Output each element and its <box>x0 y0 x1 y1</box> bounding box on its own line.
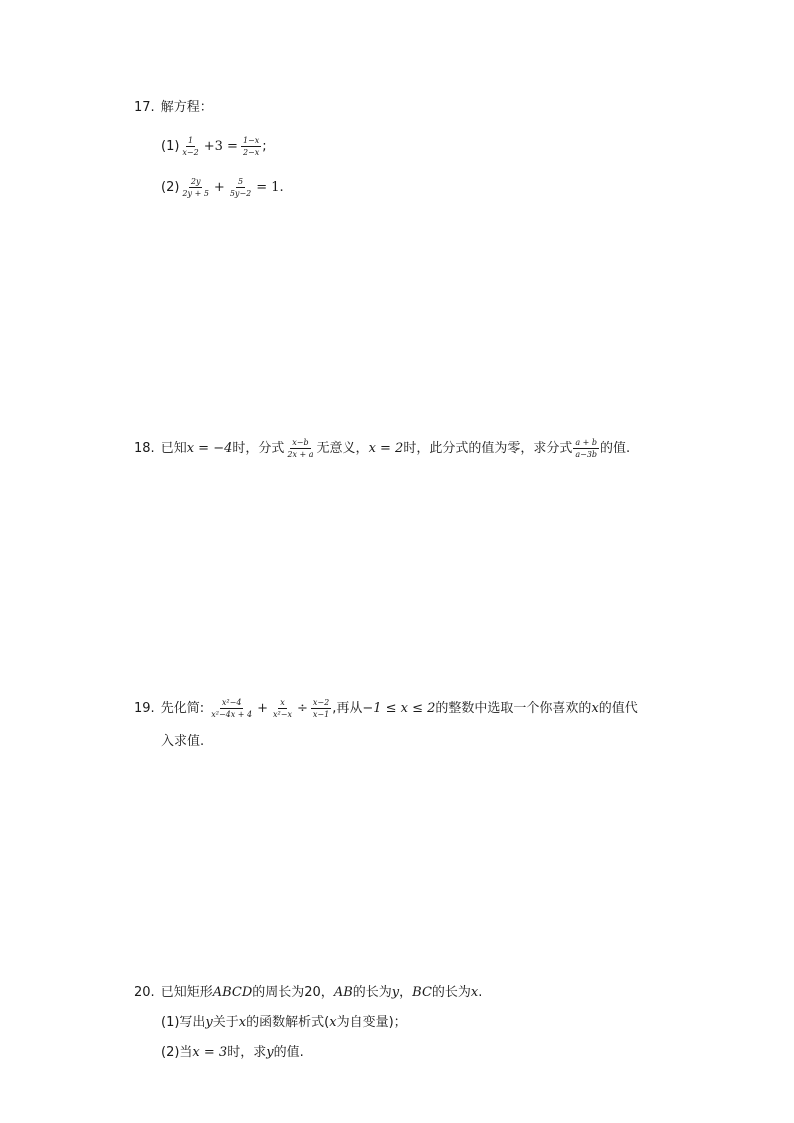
operator: +3 = <box>203 139 238 154</box>
text: 时，此分式的值为零，求分式 <box>403 441 573 456</box>
denominator: 2x + a <box>287 450 314 459</box>
numerator: x−2 <box>312 698 330 707</box>
denominator: 2−x <box>242 148 260 157</box>
math-variable: y <box>205 1015 213 1030</box>
punctuation: ; <box>262 139 267 154</box>
question-19-line-1 <box>134 698 638 719</box>
text: 先化简: <box>160 701 205 716</box>
denominator: x²−4x + 4 <box>211 710 253 719</box>
numerator: 2y <box>190 177 201 186</box>
numerator: x <box>280 698 285 707</box>
denominator: x²−x <box>273 710 292 719</box>
text: 关于 <box>212 1015 239 1030</box>
part-label: (1) <box>161 139 180 154</box>
text: 的整数中选取一个你喜欢的 <box>435 701 592 716</box>
fraction <box>228 177 253 198</box>
math-variable: x <box>591 701 599 716</box>
question-17-part-1 <box>161 136 267 157</box>
text: 入求值. <box>161 734 205 749</box>
fraction <box>209 698 254 719</box>
math-condition: x = 3 <box>192 1045 228 1060</box>
denominator: a−3b <box>575 450 598 459</box>
text: 的长为 <box>431 985 471 1000</box>
text: 的函数解析式( <box>246 1015 330 1030</box>
question-20-line-1 <box>134 985 482 1001</box>
fraction <box>271 698 294 719</box>
text: ,再从 <box>332 701 363 716</box>
fraction <box>180 136 200 157</box>
question-17-stem <box>134 100 213 116</box>
math-variable: y <box>391 985 400 1000</box>
math-range: −1 ≤ x ≤ 2 <box>362 701 436 716</box>
text: 已知矩形 <box>160 985 213 1000</box>
question-17-part-2 <box>161 177 286 198</box>
math-variable: AB <box>333 985 353 1000</box>
math-condition: x = 2 <box>368 441 404 456</box>
question-text: 解方程： <box>160 100 213 115</box>
question-number: 18. <box>134 441 155 456</box>
text: 为自变量)； <box>336 1015 407 1030</box>
operator: + <box>257 701 269 716</box>
text: 无意义， <box>316 441 369 456</box>
question-number: 19. <box>134 701 155 716</box>
numerator: a + b <box>575 438 598 447</box>
numerator: 1 <box>188 136 194 145</box>
math-variable: x <box>329 1015 337 1030</box>
equation-tail: = 1. <box>256 180 284 195</box>
text: . <box>478 985 483 1000</box>
numerator: x−b <box>292 438 309 447</box>
numerator: 1−x <box>242 136 260 145</box>
math-variable: BC <box>412 985 432 1000</box>
numerator: x²−4 <box>221 698 242 707</box>
text: (2)当 <box>161 1045 193 1060</box>
text: 的周长为20， <box>252 985 334 1000</box>
text: 的值. <box>600 441 631 456</box>
math-variable: x <box>470 985 479 1000</box>
numerator: 5 <box>237 177 244 186</box>
math-variable: y <box>266 1045 274 1060</box>
operator: ÷ <box>296 701 308 716</box>
math-condition: x = −4 <box>186 441 233 456</box>
question-19-line-2 <box>161 734 204 750</box>
text: (1)写出 <box>161 1015 206 1030</box>
question-18 <box>134 438 630 459</box>
question-number: 20. <box>134 985 155 1000</box>
question-20-part-2 <box>161 1045 304 1061</box>
text: 时，求 <box>227 1045 267 1060</box>
fraction <box>573 438 599 459</box>
text: 的值. <box>273 1045 304 1060</box>
fraction <box>285 438 315 459</box>
denominator: 5y−2 <box>229 189 252 198</box>
part-label: (2) <box>161 180 180 195</box>
question-20-part-1 <box>161 1015 407 1031</box>
text: 的长为 <box>352 985 392 1000</box>
text: 时，分式 <box>232 441 285 456</box>
fraction <box>311 698 331 719</box>
text: 已知 <box>160 441 187 456</box>
text: 的值代 <box>598 701 638 716</box>
text: ， <box>399 985 413 1000</box>
operator: + <box>213 180 225 195</box>
denominator: x−1 <box>312 710 330 719</box>
denominator: 2y + 5 <box>182 189 209 198</box>
denominator: x−2 <box>182 148 199 157</box>
math-variable: ABCD <box>212 985 253 1000</box>
fraction <box>241 136 261 157</box>
math-variable: x <box>238 1015 247 1030</box>
fraction <box>180 177 211 198</box>
question-number: 17. <box>134 100 155 115</box>
